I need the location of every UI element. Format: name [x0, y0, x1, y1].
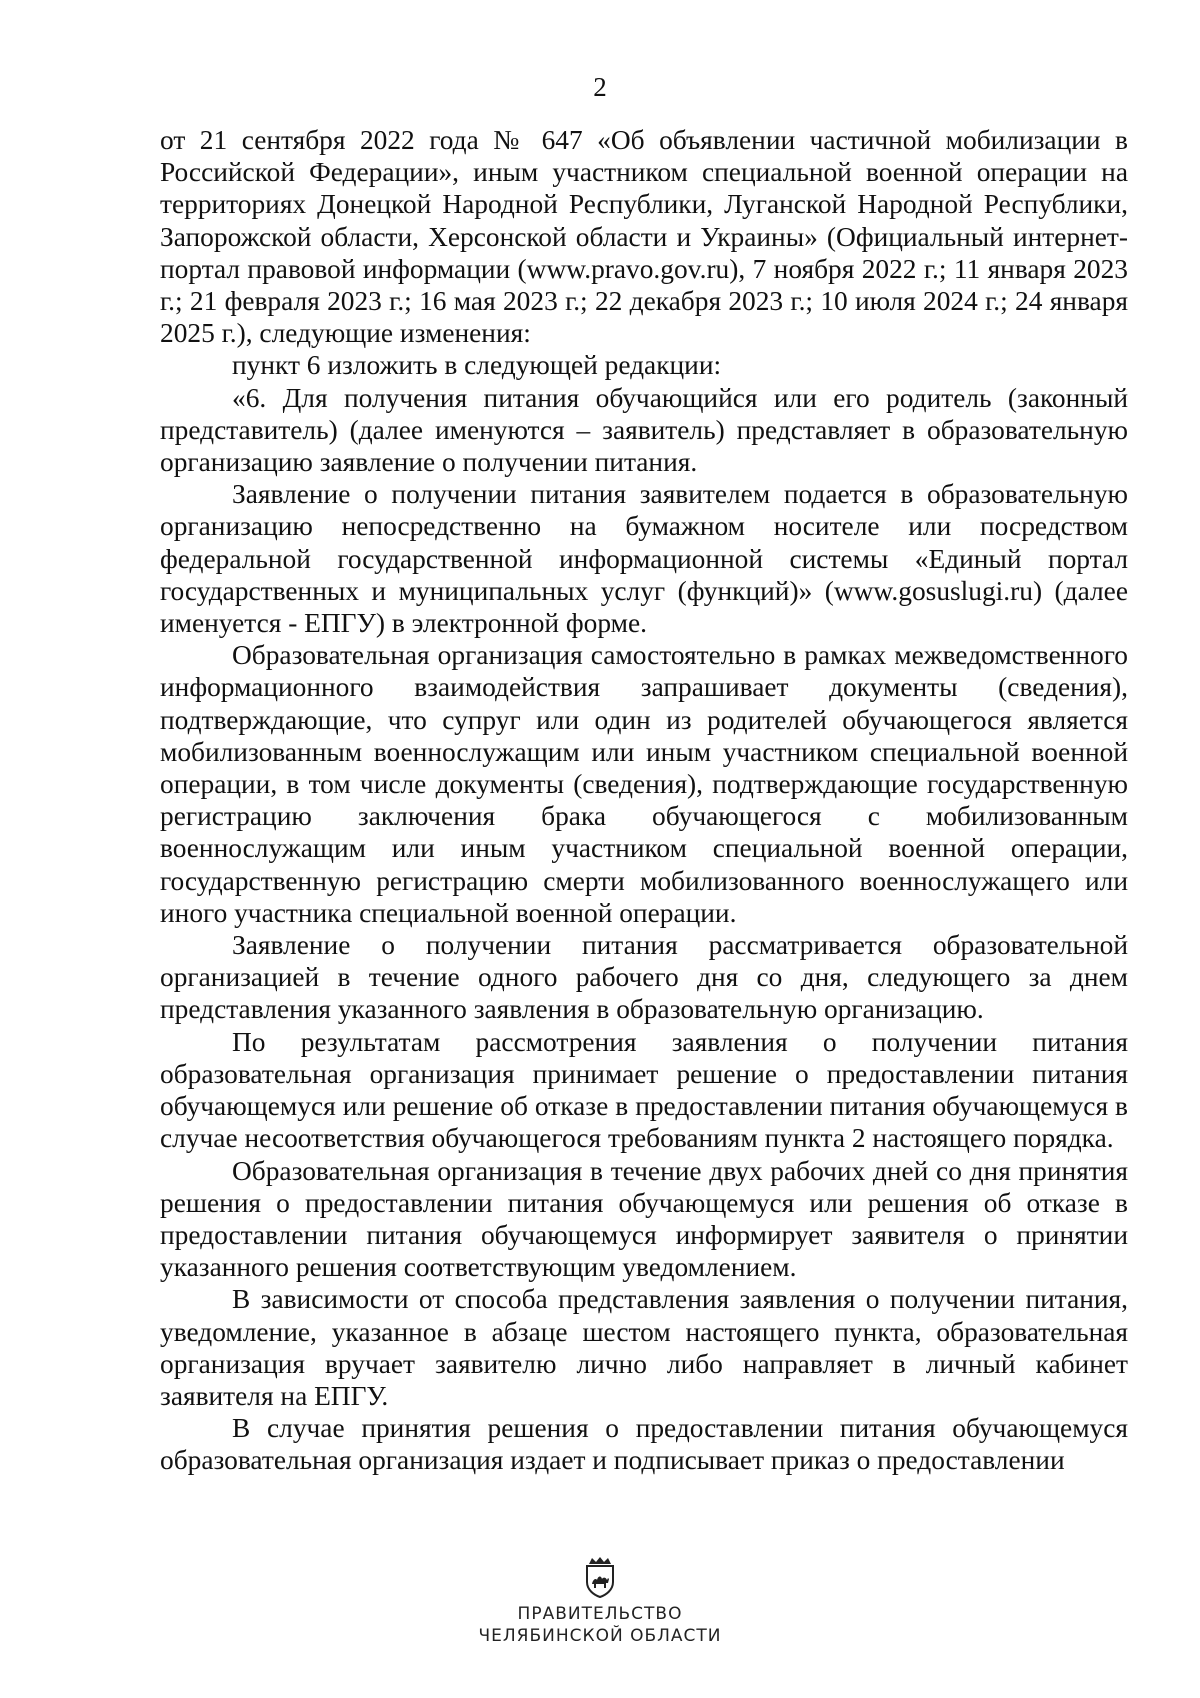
paragraph-1: от 21 сентября 2022 года № 647 «Об объявлении частичной мобилизации в Российской Федерации», иным участником специальной военной операции на территориях Донецкой Народной Республики, Луганской Народной Республики, Запорожской области, Херсонской области и Украины» (Официальный интернет-портал правовой информации (www.pravo.gov.ru), 7 ноября 2022 г.; 11 января 2023 г.; 21 февраля 2023 г.; 16 мая 2023 г.; 22 декабря 2023 г.; 10 июля 2024 г.; 24 января 2025 г.), следующие изменения:	[160, 125, 1128, 349]
paragraph-7: По результатам рассмотрения заявления о получении питания образовательная организация принимает решение о предоставлении питания обучающемуся или решение об отказе в предоставлении питания обучающемуся в случае несоответствия обучающегося требованиям пункта 2 настоящего порядка.	[160, 1026, 1128, 1154]
paragraph-8: Образовательная организация в течение двух рабочих дней со дня принятия решения о предоставлении питания обучающемуся или решения об отказе в предоставлении питания обучающемуся информирует заявителя о принятии указанного решения соответствующим уведомлением.	[160, 1155, 1128, 1283]
paragraph-5: Образовательная организация самостоятельно в рамках межведомственного информационного взаимодействия запрашивает документы (сведения), подтверждающие, что супруг или один из родителей обучающегося является мобилизованным военнослужащим или иным участником специальной военной операции, в том числе документы (сведения), подтверждающие государственную регистрацию заключения брака обучающегося с мобилизованным военнослужащим или иным участником специальной военной операции, государственную регистрацию смерти мобилизованного военнослужащего или иного участника специальной военной операции.	[160, 640, 1128, 928]
paragraph-6: Заявление о получении питания рассматривается образовательной организацией в течение одного рабочего дня со дня, следующего за днем представления указанного заявления в образовательную организацию.	[160, 930, 1128, 1025]
page-number: 2	[593, 72, 607, 102]
paragraph-9: В зависимости от способа представления заявления о получении питания, уведомление, указанное в абзаце шестом настоящего пункта, образовательная организация вручает заявителю лично либо направляет в личный кабинет заявителя на ЕПГУ.	[160, 1284, 1128, 1411]
footer-stamp	[0, 1556, 1200, 1647]
paragraph-3: «6. Для получения питания обучающийся или его родитель (законный представитель) (далее именуются – заявитель) представляет в образовательную организацию заявление о получении питания.	[160, 382, 1128, 478]
paragraph-2: пункт 6 изложить в следующей редакции:	[232, 350, 722, 381]
footer-line-2: ЧЕЛЯБИНСКОЙ ОБЛАСТИ	[478, 1626, 722, 1646]
paragraph-10: В случае принятия решения о предоставлении питания обучающемуся образовательная организация издает и подписывает приказ о предоставлении	[160, 1413, 1128, 1476]
chelyabinsk-coat-of-arms-icon	[583, 1556, 617, 1598]
paragraph-4: Заявление о получении питания заявителем подается в образовательную организацию непосредственно на бумажном носителе или посредством федеральной государственной информационной системы «Единый портал государственных и муниципальных услуг (функций)» (www.gosuslugi.ru) (далее именуется - ЕПГУ) в электронной форме.	[160, 479, 1128, 639]
footer-line-1: ПРАВИТЕЛЬСТВО	[517, 1604, 683, 1624]
document-body	[160, 124, 1128, 1477]
